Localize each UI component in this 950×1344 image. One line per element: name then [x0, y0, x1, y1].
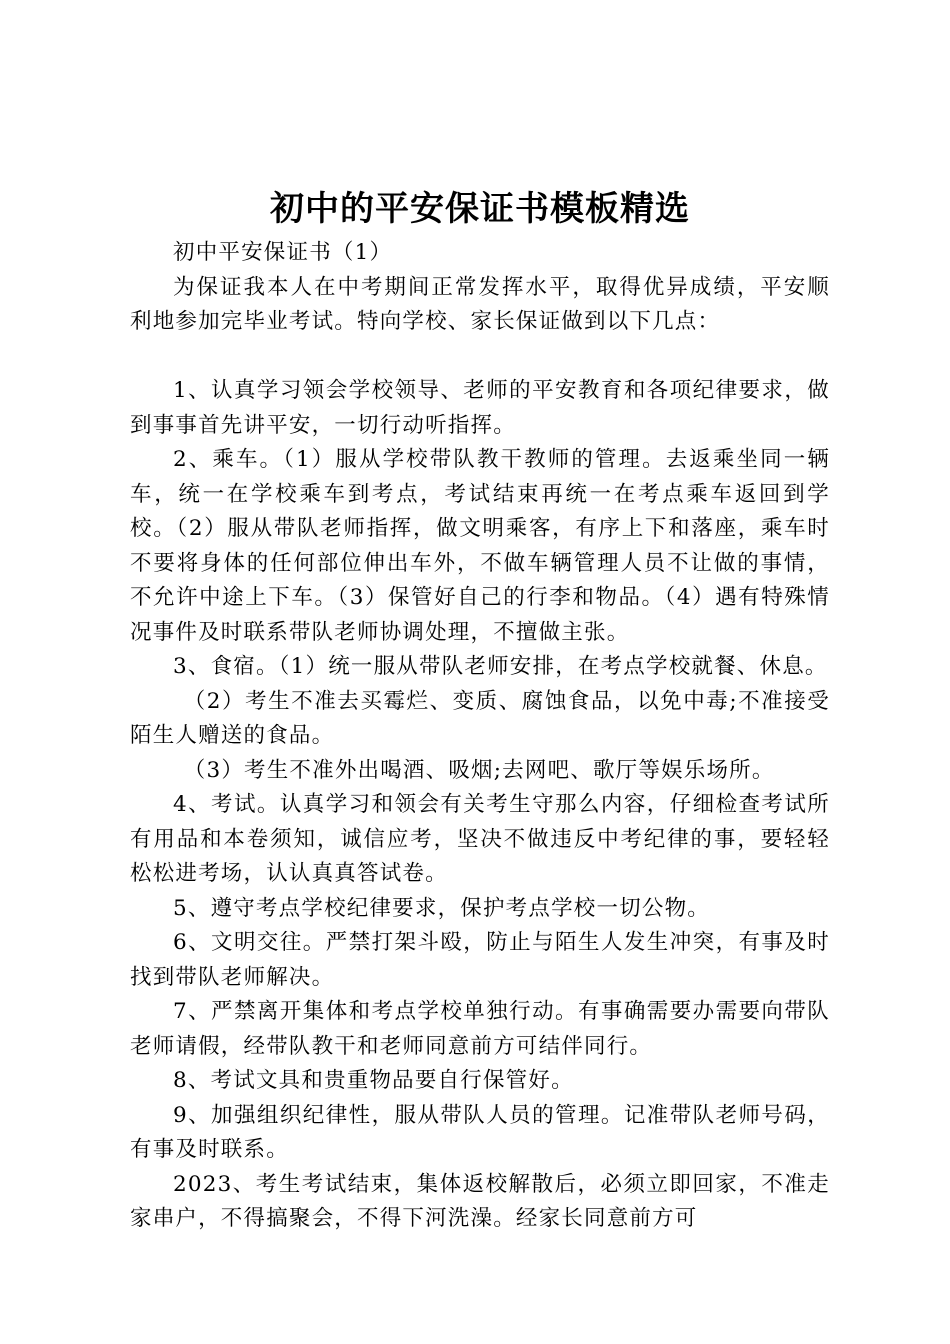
item-9-paragraph: 9、加强组织纪律性，服从带队人员的管理。记准带队老师号码，有事及时联系。 [130, 1102, 830, 1162]
item-10-paragraph: 2023、考生考试结束，集体返校解散后，必须立即回家，不准走家串户，不得搞聚会，不得下河洗澡。经家长同意前方可 [130, 1171, 830, 1231]
item-2-paragraph: 2、乘车。（1）服从学校带队教干教师的管理。去返乘坐同一辆车，统一在学校乘车到考点，考试结束再统一在考点乘车返回到学校。（2）服从带队老师指挥，做文明乘客，有序上下和落座，乘车时不要将身体的任何部位伸出车外，不做车辆管理人员不让做的事情，不允许中途上下车。（3）保管好自己的行李和物品。（4）遇有特殊情况事件及时联系带队老师协调处理，不擅做主张。 [130, 447, 830, 645]
document-page [130, 182, 830, 1237]
item-3-paragraph: 3、食宿。（1）统一服从带队老师安排，在考点学校就餐、休息。 [173, 654, 828, 679]
item-6-paragraph: 6、文明交往。严禁打架斗殴，防止与陌生人发生冲突，有事及时找到带队老师解决。 [130, 930, 830, 990]
item-3-sub-3-paragraph: （3）考生不准外出喝酒、吸烟;去网吧、歌厅等娱乐场所。 [183, 757, 775, 783]
blank-line [130, 340, 830, 375]
item-7-paragraph: 7、严禁离开集体和考点学校单独行动。有事确需要办需要向带队老师请假，经带队教干和老师同意前方可结伴同行。 [130, 999, 830, 1059]
intro-paragraph: 为保证我本人在中考期间正常发挥水平，取得优异成绩，平安顺利地参加完毕业考试。特向学校、家长保证做到以下几点： [130, 274, 830, 334]
item-4-paragraph: 4、考试。认真学习和领会有关考生守那么内容，仔细检查考试所有用品和本卷须知，诚信应考，坚决不做违反中考纪律的事，要轻轻松松进考场，认认真真答试卷。 [130, 792, 830, 886]
item-5-paragraph: 5、遵守考点学校纪律要求，保护考点学校一切公物。 [173, 895, 710, 921]
item-1-paragraph: 1、认真学习领会学校领导、老师的平安教育和各项纪律要求，做到事事首先讲平安，一切行动听指挥。 [130, 378, 830, 438]
document-subtitle: 初中平安保证书（1） [173, 240, 393, 265]
document-title: 初中的平安保证书模板精选 [270, 189, 690, 229]
item-3-sub-2-paragraph: （2）考生不准去买霉烂、变质、腐蚀食品，以免中毒;不准接受陌生人赠送的食品。 [130, 688, 830, 748]
item-8-paragraph: 8、考试文具和贵重物品要自行保管好。 [173, 1068, 574, 1093]
